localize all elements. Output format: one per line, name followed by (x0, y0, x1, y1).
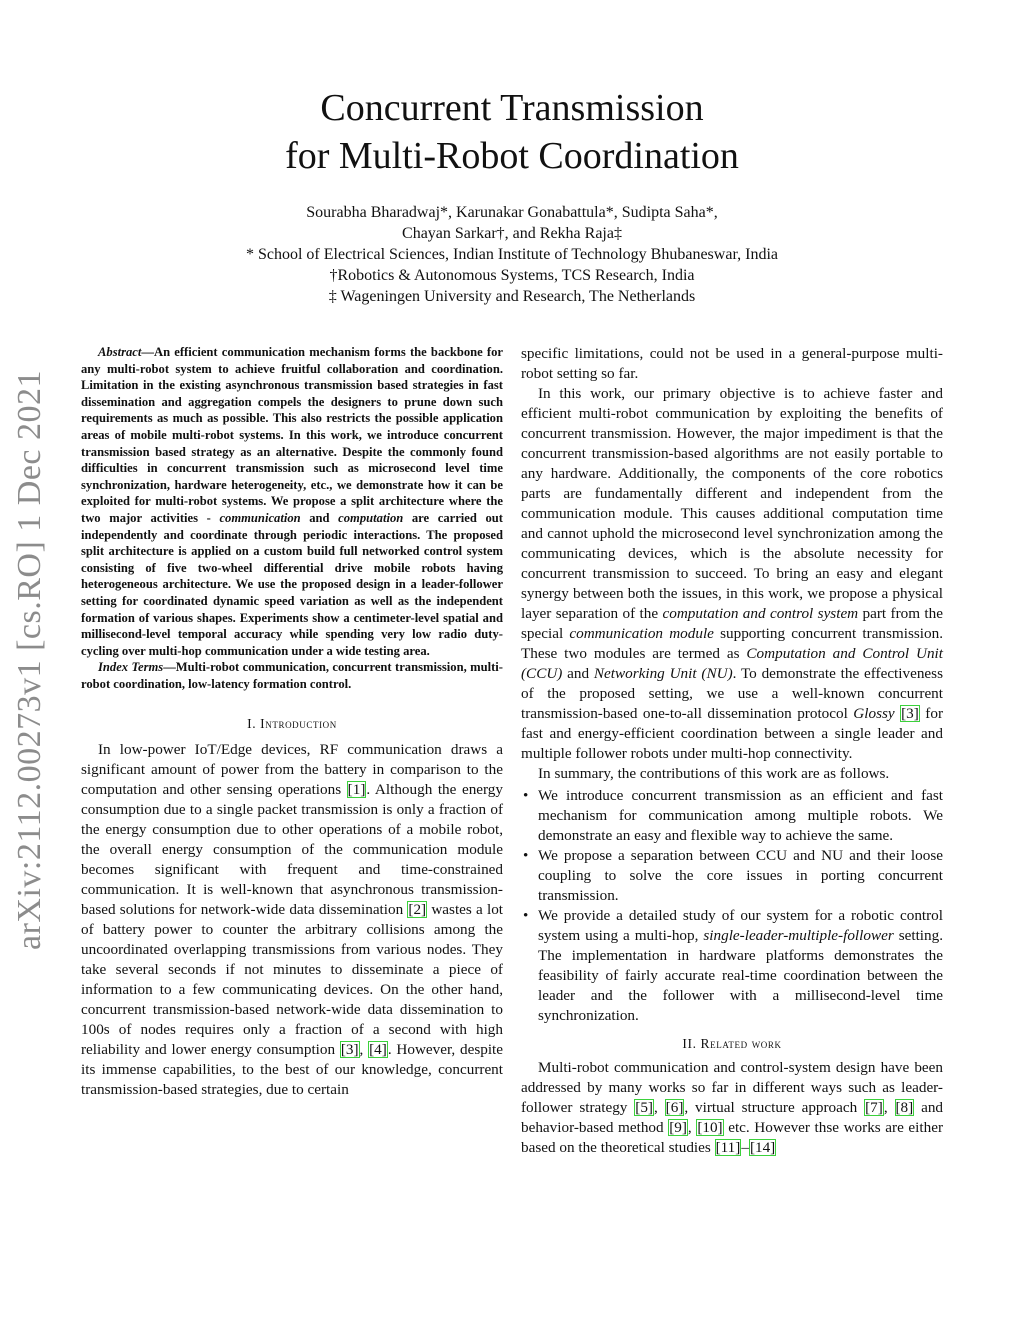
citation-link[interactable]: [7] (865, 1099, 883, 1116)
title-line-1: Concurrent Transmission (320, 87, 704, 129)
citation-link[interactable]: [3] (340, 1041, 359, 1059)
intro-paragraph (81, 740, 503, 1100)
section-heading-introduction: I. Introduction (247, 716, 337, 732)
right-column (521, 344, 943, 1158)
abstract-label: Abstract (98, 345, 142, 359)
related-text-1: Multi-robot communication and control-system design have been addressed by many works so far in different ways such as leader-follower strategy (521, 1059, 943, 1116)
objective-emphasis-glossy: Glossy (853, 705, 895, 722)
title-line-2: for Multi-Robot Coordination (285, 135, 739, 177)
contribution-text-3a: We provide a detailed study of our system for a robotic control system using a multi-hop, (538, 907, 943, 944)
contribution-list (521, 786, 943, 1026)
citation-link[interactable]: [6] (665, 1099, 684, 1116)
related-text-3: , virtual structure approach (684, 1099, 865, 1116)
citation-link[interactable]: [9] (669, 1119, 687, 1136)
related-text-2: , (654, 1099, 665, 1116)
objective-paragraph (521, 384, 943, 764)
bullet-icon: • (523, 847, 529, 864)
citation-link[interactable]: [14] (749, 1139, 776, 1156)
citation-link[interactable]: [1] (347, 781, 366, 799)
abstract-emphasis-computation: computation (338, 510, 404, 525)
citation-link[interactable]: [8] (895, 1099, 914, 1116)
continuation-paragraph: specific limitations, could not be used in a general-purpose multi-robot setting so far. (521, 345, 943, 382)
index-terms (81, 659, 503, 692)
contribution-text-2: We propose a separation between CCU and NU and their loose coupling to solve the core issues in porting concurrent transmission. (538, 847, 943, 904)
contribution-emphasis: single-leader-multiple-follower (703, 927, 894, 944)
author-line-1: Sourabha Bharadwaj*, Karunakar Gonabattula*, Sudipta Saha*, (306, 204, 718, 221)
related-text-7: etc. However thse works are either based on the theoretical studies (521, 1119, 943, 1156)
citation-link[interactable]: [4] (369, 1041, 387, 1059)
related-text-5: and behavior-based method (521, 1099, 944, 1136)
abstract-emphasis-communication: communication (219, 510, 301, 525)
related-text-4: , (883, 1099, 895, 1116)
list-item (521, 846, 943, 906)
bullet-icon: • (523, 787, 529, 804)
index-terms-text: —Multi-robot communication, concurrent transmission, multi-robot coordination, low-latency formation control. (81, 660, 503, 691)
objective-text-7: for fast and energy-efficient coordination between a single leader and multiple follower robots under multi-hop connectivity. (521, 705, 943, 762)
arxiv-identifier (7, 360, 53, 960)
intro-text-2: . Although the energy consumption due to a single packet transmission is only a fraction of the energy consumption due to other operations of a mobile robot, the overall energy consumption of the communication module becomes significant with frequent and time-constrained communication. It is well-known that asynchronous transmission-based solutions for network-wide data dissemination (81, 781, 503, 919)
related-text-6: , (687, 1119, 697, 1136)
intro-text-4: , (359, 1041, 369, 1059)
intro-text-3: wastes a lot of battery power to counter the arbitrary collisions among the uncoordinated overlapping transmissions from various nodes. They take several seconds if not minutes to disseminate a piece of information to a few communicating devices. On the other hand, concurrent transmission-based network-wide data dissemination to 100s of nodes requires only a fraction of a second with high reliability and lower energy consumption (81, 901, 504, 1059)
objective-emphasis-1: computation and control system (662, 605, 859, 622)
objective-text-5: . To demonstrate the effectiveness of the proposed setting, we use a well-known concurrent transmission-based one-to-all dissemination protocol (521, 665, 943, 722)
list-item (521, 786, 943, 846)
related-text-8: – (741, 1139, 749, 1156)
list-item (521, 906, 943, 1026)
paper-title (80, 84, 944, 180)
intro-text-5: . However, despite its immense capabilities, to the best of our knowledge, concurrent transmission-based strategies, due to certain (81, 1041, 503, 1099)
citation-link[interactable]: [5] (635, 1099, 653, 1116)
section-heading-related-work: II. Related work (682, 1036, 782, 1051)
affiliation-3: ‡ Wageningen University and Research, The Netherlands (328, 288, 696, 305)
abstract-text-3: are carried out independently and coordinate through periodic interactions. The proposed split architecture is applied on a custom build full networked control system consisting of five two-wheel differential drive mobile robots having heterogeneous architecture. We use the proposed design in a leader-follower setting for coordinated dynamic speed variation as well as the independent formation of various shapes. Experiments show a centimeter-level spatial and millisecond-level temporal accuracy while spending very low radio duty-cycling over multi-hop communication under a wide testing area. (81, 510, 503, 658)
objective-emphasis-2: communication module (569, 625, 714, 642)
citation-link[interactable]: [11] (715, 1139, 741, 1156)
affiliation-1: * School of Electrical Sciences, Indian Institute of Technology Bhubaneswar, India (245, 246, 778, 263)
citation-link[interactable]: [2] (408, 901, 427, 919)
citation-link[interactable]: [10] (697, 1119, 723, 1136)
intro-text-1: In low-power IoT/Edge devices, RF communication draws a significant amount of power from the battery in comparison to the computation and other sensing operations (81, 741, 503, 799)
objective-text-1: In this work, our primary objective is to achieve faster and efficient multi-robot communication by exploiting the benefits of concurrent transmission. However, the major impediment is that the concurrent transmission-based algorithms are not easily portable to any hardware. Additionally, the components of the core robotics parts are fundamentally different and independent from the communication module. This causes additional computation time and cannot uphold the microsecond level synchronization among the communicating devices, which is the absolute necessity for concurrent transmission to succeed. To bring an easy and elegant synergy between both the issues, in this work, we propose a physical layer separation of the (521, 385, 943, 622)
citation-link[interactable]: [3] (901, 705, 919, 722)
abstract-dash: — (141, 345, 154, 359)
index-terms-label: Index Terms (98, 660, 164, 675)
affiliation-2: †Robotics & Autonomous Systems, TCS Research, India (329, 267, 695, 284)
objective-text-3: supporting concurrent transmission. These two modules are termed as (521, 625, 943, 662)
abstract (81, 344, 503, 659)
objective-text-2: part from the special (521, 605, 943, 642)
contribution-text-3b: setting. The implementation in hardware platforms demonstrates the feasibility of fairly accurate real-time coordination between the leader and the follower with a millisecond-level time synchronization. (538, 927, 944, 1024)
author-line-2: Chayan Sarkar†, and Rekha Raja‡ (402, 225, 622, 242)
objective-text-4: and (562, 665, 594, 682)
left-column (81, 344, 503, 1100)
arxiv-identifier-text: arXiv:2112.00273v1 [cs.RO] 1 Dec 2021 (11, 369, 48, 951)
related-work-paragraph (521, 1058, 943, 1158)
author-block (80, 202, 944, 307)
abstract-text-1: An efficient communication mechanism forms the backbone for any multi-robot system to achieve fruitful collaboration and coordination. Limitation in the existing asynchronous transmission based strategies in fast dissemination and aggregation compels the designers to prune down such requirements as much as possible. This also restricts the possible application areas of mobile multi-robot systems. In this work, we introduce concurrent transmission based strategy as an alternative. Despite the commonly found difficulties in concurrent transmission such as microsecond level time synchronization, hardware heterogeneity, etc., we demonstrate how it can be exploited for multi-robot systems. We propose a split architecture where the two major activities - (81, 345, 503, 525)
summary-paragraph: In summary, the contributions of this work are as follows. (538, 765, 890, 782)
objective-emphasis-4: Networking Unit (NU) (593, 665, 733, 682)
objective-emphasis-3: Computation and Control Unit (CCU) (521, 645, 943, 682)
bullet-icon: • (523, 907, 529, 924)
abstract-text-2: and (300, 510, 339, 525)
contribution-text-1: We introduce concurrent transmission as an efficient and fast mechanism for communication among multiple robots. We demonstrate an easy and flexible way to achieve the same. (538, 787, 943, 844)
